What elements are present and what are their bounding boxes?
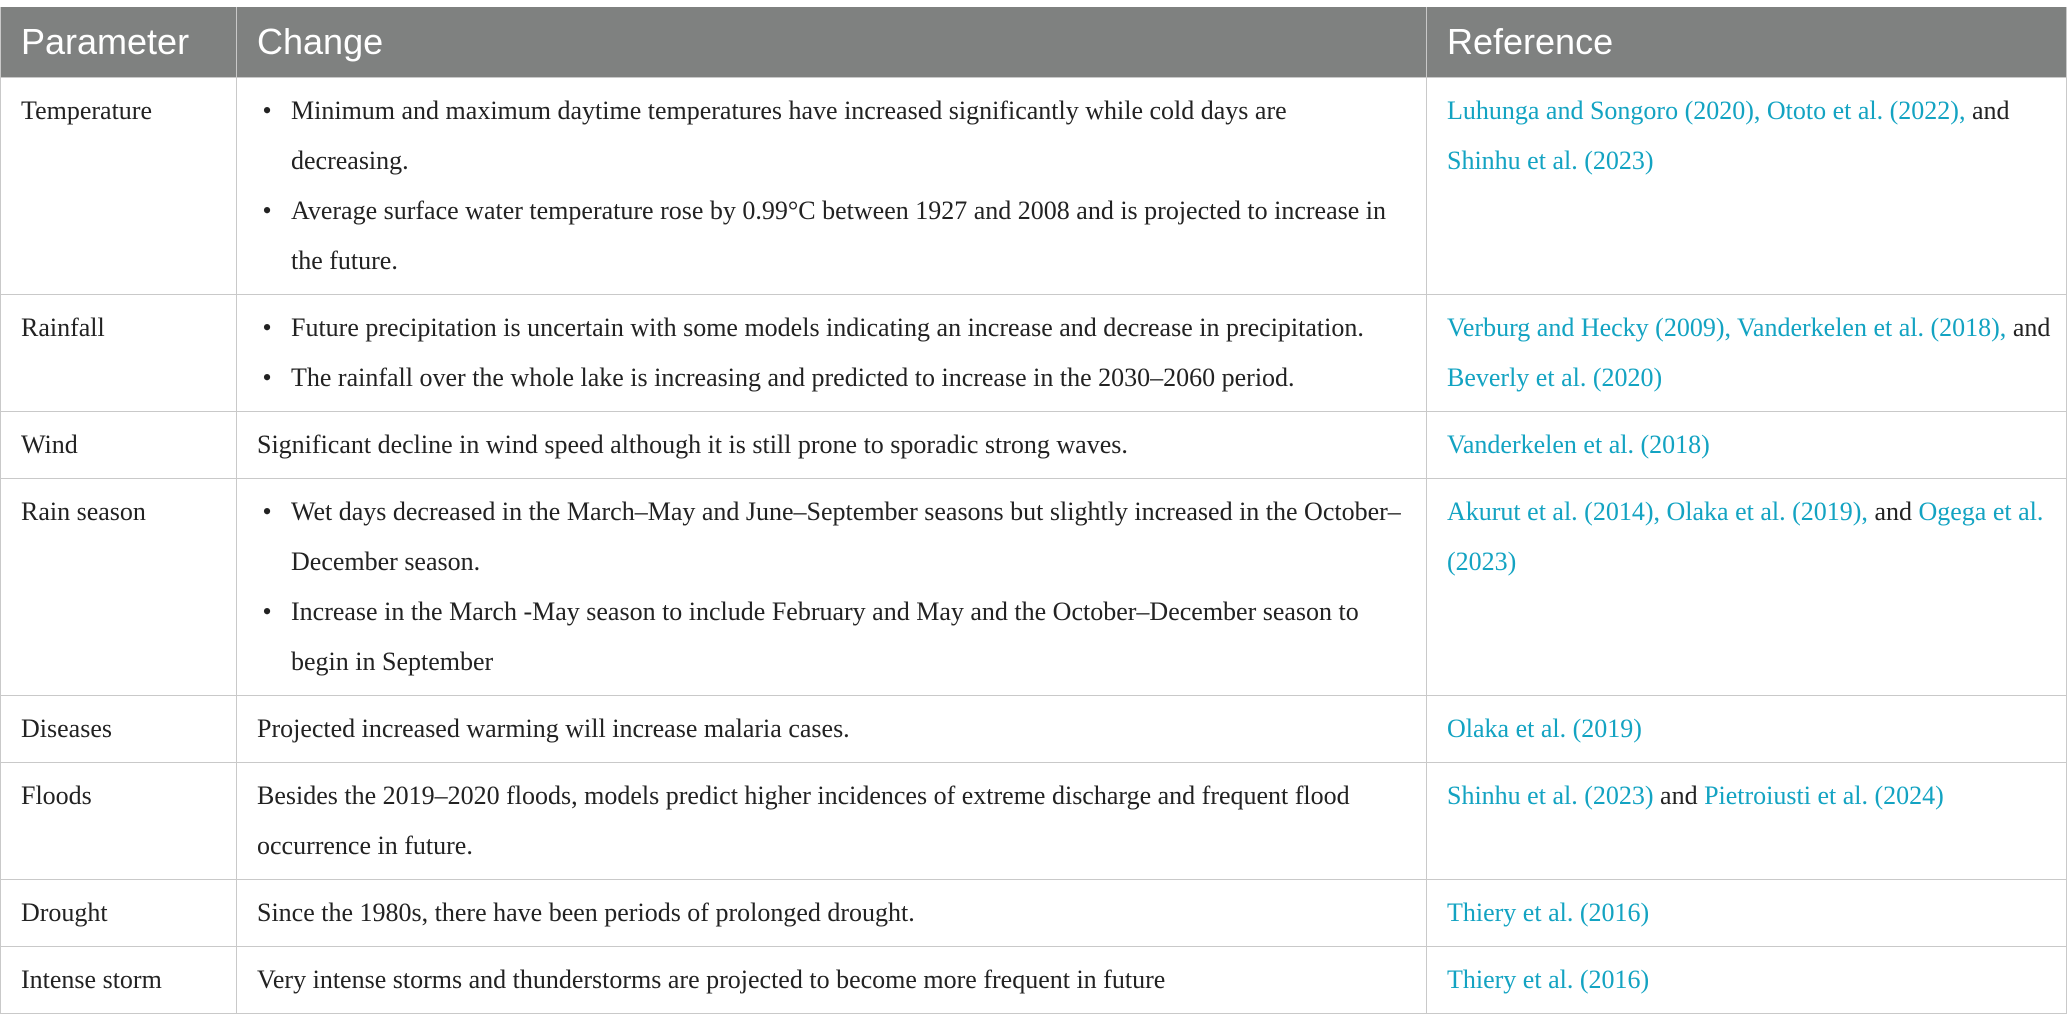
header-reference: Reference [1427,7,2067,78]
table-row [1,696,2067,763]
table-header [1,7,2067,78]
climate-change-table [0,7,2067,1014]
reference-connector: and [1653,781,1705,810]
reference-connector: and [2006,313,2051,342]
table-row [1,479,2067,696]
reference-link[interactable]: Verburg and Hecky (2009), Vanderkelen et al. (2018), [1447,313,2007,342]
reference-cell [1427,696,2067,763]
change-cell [237,479,1427,696]
change-bullet: • Minimum and maximum daytime temperatures have increased significantly while cold days are decreasing. [291,86,1408,186]
change-bullets [257,303,1408,403]
reference-link[interactable]: Shinhu et al. (2023) [1447,781,1654,810]
reference-cell [1427,412,2067,479]
reference-link[interactable]: Olaka et al. (2019) [1447,714,1642,743]
reference-link[interactable]: Vanderkelen et al. (2018) [1447,430,1710,459]
reference-connector: and [1867,497,1919,526]
change-bullets [257,487,1408,687]
parameter-cell: Drought [1,880,237,947]
change-cell: Significant decline in wind speed although it is still prone to sporadic strong waves. [237,412,1427,479]
parameter-cell: Temperature [1,78,237,295]
header-row [1,7,2067,78]
parameter-cell: Rain season [1,479,237,696]
parameter-cell: Diseases [1,696,237,763]
table-row [1,763,2067,880]
change-bullet: • Increase in the March -May season to include February and May and the October–December season to begin in September [291,587,1408,687]
parameter-cell: Rainfall [1,295,237,412]
table-row [1,412,2067,479]
reference-cell [1427,295,2067,412]
parameter-cell: Floods [1,763,237,880]
reference-link[interactable]: Thiery et al. (2016) [1447,898,1650,927]
change-cell: Besides the 2019–2020 floods, models predict higher incidences of extreme discharge and frequent flood occurrence in future. [237,763,1427,880]
header-change: Change [237,7,1427,78]
header-parameter: Parameter [1,7,237,78]
reference-cell [1427,880,2067,947]
change-cell [237,295,1427,412]
reference-link[interactable]: Shinhu et al. (2023) [1447,146,1654,175]
reference-cell [1427,78,2067,295]
change-bullet: • Future precipitation is uncertain with some models indicating an increase and decrease in precipitation. [291,303,1408,353]
table-body [1,78,2067,1014]
change-bullet: • Average surface water temperature rose by 0.99°C between 1927 and 2008 and is projected to increase in the future. [291,186,1408,286]
reference-connector: and [1965,96,2010,125]
change-cell: Since the 1980s, there have been periods of prolonged drought. [237,880,1427,947]
parameter-cell: Intense storm [1,947,237,1014]
reference-cell [1427,763,2067,880]
reference-cell [1427,947,2067,1014]
reference-link[interactable]: Akurut et al. (2014), Olaka et al. (2019), [1447,497,1868,526]
change-bullet: • Wet days decreased in the March–May and June–September seasons but slightly increased in the October–December season. [291,487,1408,587]
change-bullet: • The rainfall over the whole lake is increasing and predicted to increase in the 2030–2060 period. [291,353,1408,403]
change-cell: Projected increased warming will increase malaria cases. [237,696,1427,763]
reference-link[interactable]: Beverly et al. (2020) [1447,363,1663,392]
table-row [1,880,2067,947]
reference-link[interactable]: Luhunga and Songoro (2020), Ototo et al. (2022), [1447,96,1966,125]
change-bullets [257,86,1408,286]
change-cell [237,78,1427,295]
table-row [1,78,2067,295]
reference-link[interactable]: Ogega et al. (2023) [1447,497,2044,576]
parameter-cell: Wind [1,412,237,479]
change-cell: Very intense storms and thunderstorms are projected to become more frequent in future [237,947,1427,1014]
reference-link[interactable]: Thiery et al. (2016) [1447,965,1650,994]
table-row [1,947,2067,1014]
reference-cell [1427,479,2067,696]
reference-link[interactable]: Pietroiusti et al. (2024) [1704,781,1944,810]
table-row [1,295,2067,412]
